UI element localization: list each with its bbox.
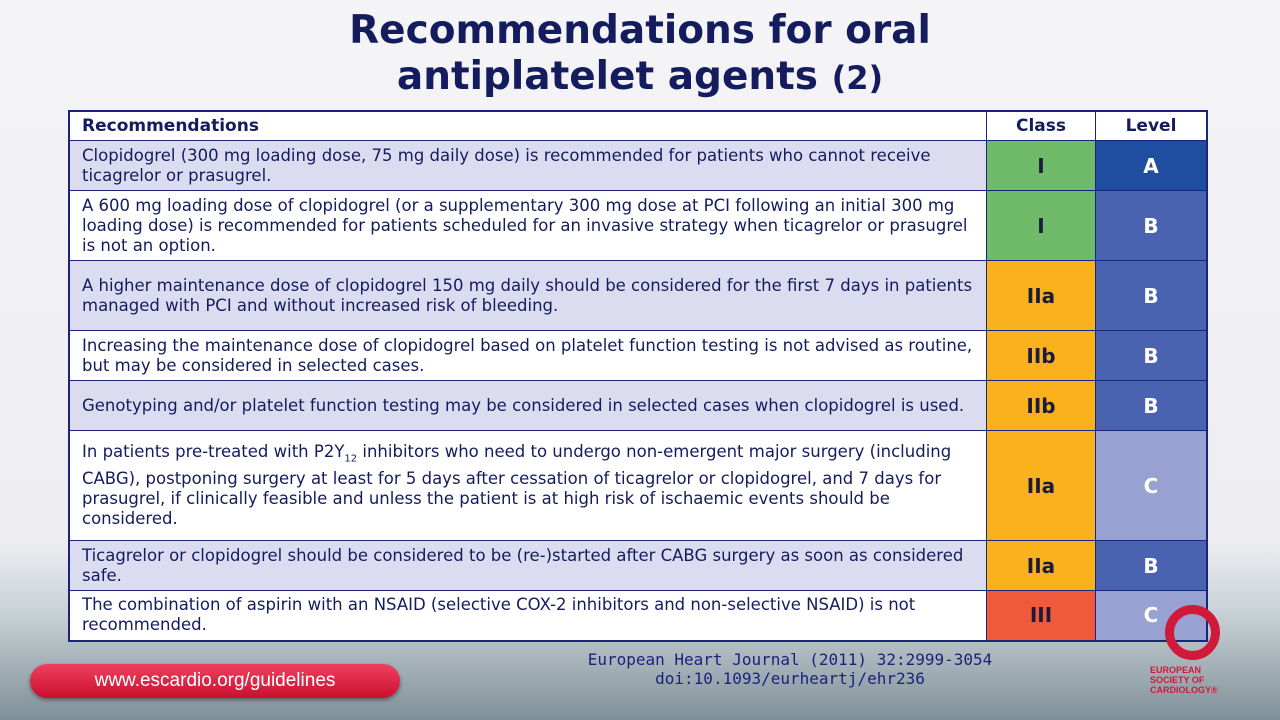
recommendation-text: [69, 591, 987, 641]
text-part: Clopidogrel (300 mg loading dose, 75 mg daily dose) is recommended for patients who cannot receive ticagrelor or prasugrel.: [82, 145, 931, 185]
recommendation-text: [69, 191, 987, 261]
recommendation-text: [69, 431, 987, 541]
header-level: Level: [1096, 111, 1208, 141]
text-part: Increasing the maintenance dose of clopidogrel based on platelet function testing is not advised as routine, but may be considered in selected cases.: [82, 335, 973, 375]
class-badge: I: [987, 191, 1096, 261]
level-badge: C: [1096, 431, 1208, 541]
recommendation-text: [69, 381, 987, 431]
citation-doi: doi:10.1093/eurheartj/ehr236: [655, 669, 925, 688]
level-badge: B: [1096, 261, 1208, 331]
level-badge: B: [1096, 331, 1208, 381]
citation-journal: European Heart Journal (2011) 32:2999-3054: [587, 650, 993, 669]
class-badge: I: [987, 141, 1096, 191]
header-recommendations: Recommendations: [69, 111, 987, 141]
class-badge: IIa: [987, 261, 1096, 331]
level-badge: B: [1096, 541, 1208, 591]
text-part: Ticagrelor or clopidogrel should be considered to be (re-)started after CABG surgery as soon as considered safe.: [82, 545, 964, 585]
heart-logo-icon: [1165, 605, 1220, 660]
level-badge: C: [1096, 591, 1208, 641]
class-badge: IIa: [987, 541, 1096, 591]
recommendation-text: [69, 331, 987, 381]
recommendation-text: [69, 261, 987, 331]
class-badge: III: [987, 591, 1096, 641]
table-row: [69, 191, 1207, 261]
title-line-2-text: antiplatelet agents: [396, 54, 819, 99]
level-badge: B: [1096, 381, 1208, 431]
level-badge: B: [1096, 191, 1208, 261]
title-suffix: (2): [831, 59, 884, 97]
citation: [490, 650, 1090, 688]
level-badge: A: [1096, 141, 1208, 191]
text-part: A 600 mg loading dose of clopidogrel (or a supplementary 300 mg dose at PCI following an initial 300 mg loading dose) is recommended for patients scheduled for an invasive strategy when ticagrelor or prasugrel is not an option.: [82, 195, 968, 255]
title-line-1: Recommendations for oral: [349, 8, 931, 53]
table-row: [69, 431, 1207, 541]
header-class: Class: [987, 111, 1096, 141]
title-line-2: [0, 54, 1280, 101]
table-row: [69, 381, 1207, 431]
table-row: [69, 141, 1207, 191]
esc-logo: [1140, 605, 1250, 700]
text-part: A higher maintenance dose of clopidogrel 150 mg daily should be considered for the first 7 days in patients managed with PCI and without increased risk of bleeding.: [82, 275, 973, 315]
logo-text: EUROPEAN SOCIETY OF CARDIOLOGY®: [1150, 665, 1218, 695]
slide-title: [0, 8, 1280, 101]
table-row: [69, 591, 1207, 641]
table-row: [69, 541, 1207, 591]
class-badge: IIb: [987, 331, 1096, 381]
table-header: [69, 111, 1207, 141]
class-badge: IIb: [987, 381, 1096, 431]
table-row: [69, 261, 1207, 331]
class-badge: IIa: [987, 431, 1096, 541]
recommendations-table: [68, 110, 1208, 642]
text-part: inhibitors who need to undergo non-emergent major surgery (including CABG), postponing surgery at least for 5 days after cessation of ticagrelor or clopidogrel, and 7 days for prasugrel, if clinically feasible and unless the patient is at high risk of ischaemic events should be considered.: [82, 441, 952, 529]
subscript: 12: [344, 453, 358, 465]
recommendation-text: [69, 141, 987, 191]
text-part: In patients pre-treated with P2Y: [82, 441, 345, 461]
text-part: The combination of aspirin with an NSAID (selective COX-2 inhibitors and non-selective NSAID) is not recommended.: [82, 595, 916, 635]
guidelines-link[interactable]: www.escardio.org/guidelines: [30, 664, 400, 698]
table-row: [69, 331, 1207, 381]
recommendation-text: [69, 541, 987, 591]
text-part: Genotyping and/or platelet function testing may be considered in selected cases when clopidogrel is used.: [82, 395, 965, 415]
